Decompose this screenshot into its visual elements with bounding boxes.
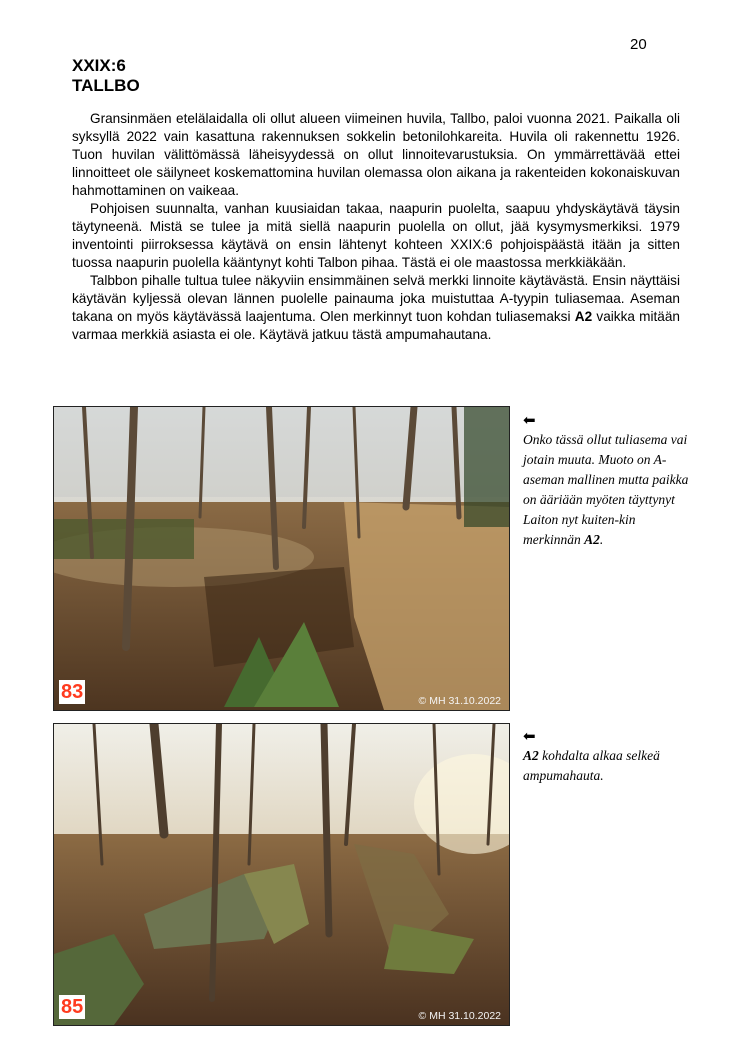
page-number: 20 xyxy=(630,36,647,53)
forest-photo-85 xyxy=(54,724,509,1025)
left-arrow-icon: ⬅ xyxy=(523,411,536,429)
photo-credit: © MH 31.10.2022 xyxy=(418,695,501,707)
caption-text: kohdalta alkaa selkeä ampumahauta. xyxy=(523,748,660,783)
section-name: TALLBO xyxy=(72,76,140,95)
paragraph-3-bold: A2 xyxy=(574,309,593,324)
body-text xyxy=(72,110,680,344)
photo-credit: © MH 31.10.2022 xyxy=(418,1010,501,1022)
photo-number: 83 xyxy=(61,681,84,703)
paragraph-3-end: vaikka mitään varmaa merkkiä asiasta ei ole. Käytävä jatkuu tästä ampumahautana. xyxy=(72,309,680,342)
caption-tail: . xyxy=(599,532,604,547)
photo-83 xyxy=(53,406,510,711)
page-title xyxy=(72,56,140,96)
section-code: XXIX:6 xyxy=(72,56,126,75)
paragraph-3 xyxy=(72,272,680,344)
left-arrow-icon: ⬅ xyxy=(523,727,536,745)
paragraph-3-start: Talbbon pihalle tultua tulee näkyviin ensimmäinen selvä merkki linnoite käytävästä. Ensin näyttäisi käytävän kyljessä olevan lännen puolelle painauma joka muistuttaa A-tyypin tuliasemaa. Aseman takana on myös käytävässä laajentuma. Olen merkinnyt tuon kohdan tuliasemaksi xyxy=(72,273,680,324)
photo-number: 85 xyxy=(61,996,84,1018)
caption-photo-85 xyxy=(523,726,695,786)
caption-bold: A2 xyxy=(523,748,539,763)
photo-85 xyxy=(53,723,510,1026)
forest-photo-83 xyxy=(54,407,509,710)
caption-text: Onko tässä ollut tuliasema vai jotain muuta. Muoto on A-aseman mallinen mutta paikka on ääriään myöten täyttynyt Laiton nyt kuiten-kin merkinnän xyxy=(523,432,689,547)
paragraph-1: Gransinmäen etelälaidalla oli ollut alueen viimeinen huvila, Tallbo, paloi vuonna 2021. Paikalla oli syksyllä 2022 vain kasattuna rakennuksen sokkelin betonilohkareita. Huvila oli rakennettu 1926. Tuon huvilan välittömässä läheisyydessä on ollut linnoitevarustuksia. On ymmärrettävää ettei linnoitteet ole säilyneet koskemattomina huvilan olemassa olon aikana ja rakenteiden kokonaiskuvan hahmottaminen on vaikeaa. xyxy=(72,111,680,198)
paragraph-2: Pohjoisen suunnalta, vanhan kuusiaidan takaa, naapurin puolelta, saapuu yhdyskäytävä täysin täytyneenä. Mistä se tulee ja mitä siellä naapurin puolella on ollut, jää kysymysmerkiksi. 1979 inventointi piirroksessa käytävä on ensin lähtenyt kohteen XXIX:6 pohjoispäästä itään ja sitten tuossa naapurin puolella kääntynyt kohti Talbon pihaa. Tästä ei ole maastossa merkkiäkään. xyxy=(72,201,680,270)
caption-photo-83 xyxy=(523,410,695,550)
caption-bold: A2 xyxy=(584,532,600,547)
